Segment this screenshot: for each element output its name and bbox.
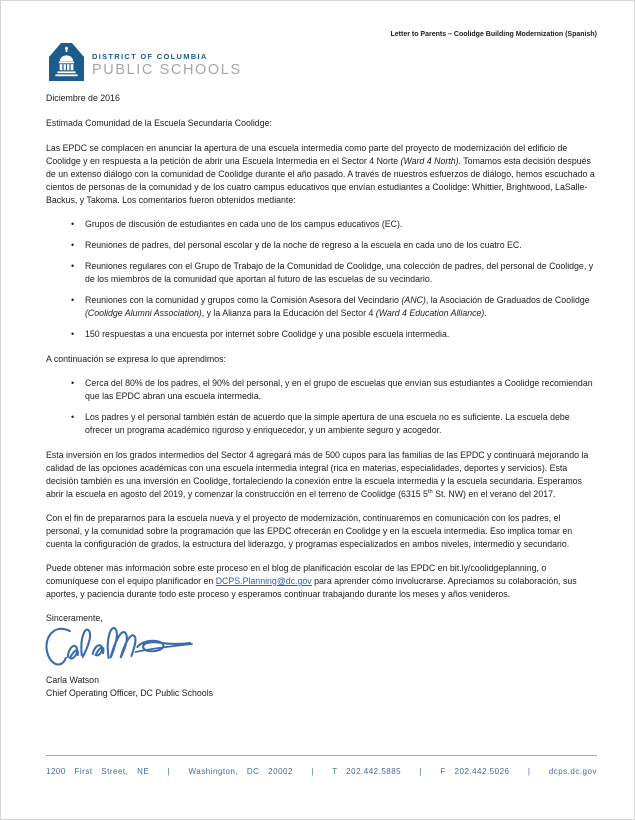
logo-public-schools: PUBLIC SCHOOLS bbox=[92, 62, 242, 78]
paragraph-intro: Las EPDC se complacen en anunciar la apertura de una escuela intermedia como parte del proyecto de modernización del edificio de Coolidge y en respuesta a la petición de abrir una Escuela Intermedia en el Sector 4 Norte (Ward 4 North). Tomamos esta decisión después de un extenso diálogo con la comunidad de Coolidge durante el año pasado. A través de nuestros esfuerzos de diálogo, hemos escuchado a cientos de personas de la comunidad y de los cuatro campus educativos que envían estudiantes a Coolidge: Whittier, Brightwood, LaSalle-Backus, y Takoma. Los comentarios fueron obtenidos mediante: bbox=[46, 143, 595, 205]
footer-contact bbox=[46, 767, 597, 776]
footer-separator: | bbox=[527, 767, 531, 776]
paragraph-investment: Esta inversión en los grados intermedios del Sector 4 agregará más de 500 cupos para las familias de las EPDC y continuará mejorando la calidad de las opciones académicas con una escuela intermedia integral (rica en materias, especialidades, deportes y servicios). Esta decisión también es una inversión en Coolidge, fortaleciendo la conexión entre la escuela intermedia y la escuela secundaria. Esperamos abrir la escuela en agosto del 2019, y comenzar la construcción en el terreno de Coolidge (6315 5th St. NW) en el verano del 2017. bbox=[46, 450, 589, 499]
paragraph-preparation: Con el fin de prepararnos para la escuela nueva y el proyecto de modernización, continuaremos en comunicación con los padres, el personal, y la comunidad sobre la programación que las EPDC ofrecerán en Coolidge y en la escuela intermedia. Eso implica tomar en cuenta la configuración de grados, la estructura del liderazgo, y programas especializados en ambos niveles, intermedio y secundario. bbox=[46, 513, 573, 549]
footer-item: dcps.dc.gov bbox=[548, 767, 597, 776]
transition-line: A continuación se expresa lo que aprendimos: bbox=[46, 354, 226, 364]
letter-body bbox=[46, 92, 597, 700]
list-item: • 150 respuestas a una encuesta por internet sobre Coolidge y una posible escuela intermedia. bbox=[85, 328, 597, 341]
list-item: • Reuniones de padres, del personal escolar y de la noche de regreso a la escuela en cada uno de los cuatro EC. bbox=[85, 239, 597, 252]
closing: Sinceramente, bbox=[46, 613, 103, 623]
findings-bullet-list bbox=[46, 377, 597, 437]
footer-item: Washington, DC 20002 bbox=[188, 767, 293, 776]
list-item: • Reuniones regulares con el Grupo de Trabajo de la Comunidad de Coolidge, una colección de padres, del personal de Coolidge, y de los miembros de la comunidad que aportan al futuro de las escuelas de su vecindario. bbox=[85, 260, 597, 286]
capitol-dome-icon bbox=[49, 43, 84, 81]
letter-date: Diciembre de 2016 bbox=[46, 93, 120, 103]
signer-title: Chief Operating Officer, DC Public Schools bbox=[46, 688, 214, 698]
salutation: Estimada Comunidad de la Escuela Secundaria Coolidge: bbox=[46, 118, 272, 128]
footer-separator: | bbox=[419, 767, 423, 776]
paragraph-more-info: Puede obtener más información sobre este proceso en el blog de planificación escolar de las EPDC en bit.ly/coolidgeplanning, o comuníquese con el equipo planificador en DCPS.Planning@dc.gov para aprender cómo involucrarse. Apreciamos su colaboración, sus aportes, y paciencia durante todo este proceso y esperamos continuar trabajando durante los meses y años venideros. bbox=[46, 563, 577, 599]
footer-separator: | bbox=[167, 767, 171, 776]
footer-item: 1200 First Street, NE bbox=[46, 767, 150, 776]
logo-district-of-columbia: DISTRICT OF COLUMBIA bbox=[92, 52, 208, 61]
list-item: • Los padres y el personal también están de acuerdo que la simple apertura de una escuela no es suficiente. La escuela debe ofrecer un programa académico riguroso y enriquecedor, y un ambiente seguro y acogedor. bbox=[85, 411, 597, 437]
signature-scribble bbox=[40, 622, 597, 672]
logo-wordmark bbox=[92, 43, 242, 78]
footer-item: T 202.442.5885 bbox=[332, 767, 402, 776]
list-item: • Reuniones con la comunidad y grupos como la Comisión Asesora del Vecindario (ANC), la Asociación de Graduados de Coolidge (Coolidge Alumni Association), y la Alianza para la Educación del Sector 4 (Ward 4 Education Alliance). bbox=[85, 294, 597, 320]
footer-item: F 202.442.5026 bbox=[440, 767, 510, 776]
footer-separator: | bbox=[311, 767, 314, 776]
list-item: • Cerca del 80% de los padres, el 90% del personal, y en el grupo de escuelas que envían sus estudiantes a Coolidge recomiendan que las EPDC abran una escuela intermedia. bbox=[85, 377, 597, 403]
signer-name: Carla Watson bbox=[46, 675, 99, 685]
email-link[interactable]: DCPS.Planning@dc.gov bbox=[215, 576, 312, 586]
dcps-logo bbox=[49, 43, 242, 81]
footer-divider bbox=[46, 755, 597, 756]
list-item: • Grupos de discusión de estudiantes en cada uno de los campus educativos (EC). bbox=[85, 218, 597, 231]
document-header-label: Letter to Parents – Coolidge Building Modernization (Spanish) bbox=[390, 31, 597, 38]
feedback-bullet-list bbox=[46, 218, 597, 341]
